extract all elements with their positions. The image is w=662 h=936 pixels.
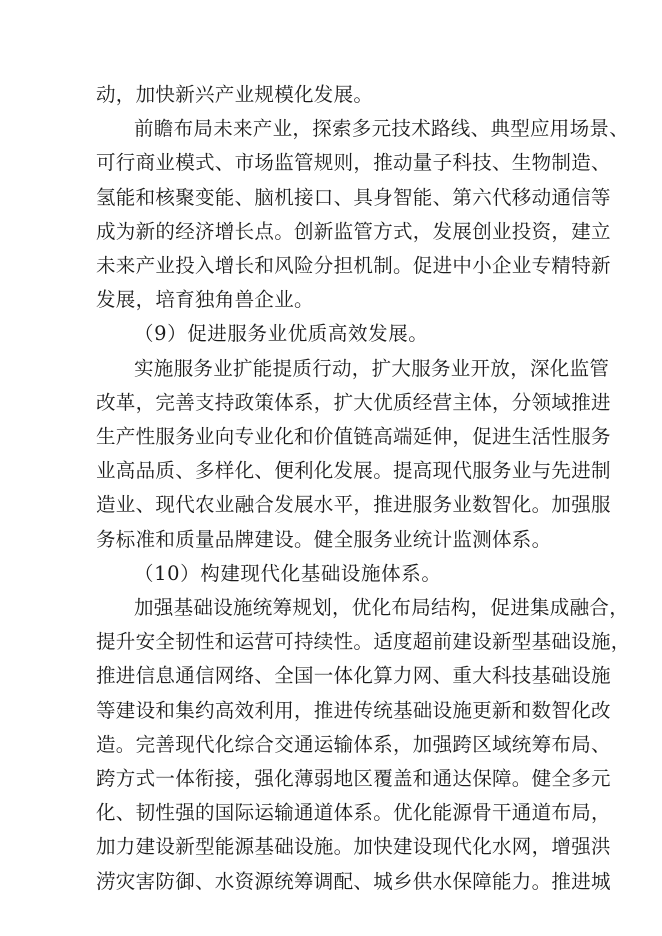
paragraph-line-8: 实施服务业扩能提质行动，扩大服务业开放，深化监管 [134, 356, 610, 380]
paragraph-line-17: 等建设和集约高效利用，推进传统基础设施更新和数智化改 [96, 698, 611, 722]
paragraph-line-extra-21: 化、韧性强的国际运输通道体系。优化能源骨干通道布局， [96, 801, 611, 825]
paragraph-line-16: 推进信息通信网络、全国一体化算力网、重大科技基础设施 [96, 664, 611, 688]
paragraph-line-extra-23: 涝灾害防御、水资源统筹调配、城乡供水保障能力。推进城 [96, 869, 611, 893]
paragraph-line-19: 跨方式一体衔接，强化薄弱地区覆盖和通达保障。健全多元 [96, 767, 611, 790]
paragraph-line-14: 加强基础设施统筹规划，优化布局结构，促进集成融合， [134, 596, 630, 619]
paragraph-line-5: 成为新的经济增长点。创新监管方式，发展创业投资，建立 [96, 219, 611, 243]
paragraph-line-13: 务标准和质量品牌建设。健全服务业统计监测体系。 [96, 527, 552, 551]
paragraph-line-extra-22: 加力建设新型能源基础设施。加快建设现代化水网，增强洪 [96, 835, 611, 859]
section-heading-9: （9）促进服务业优质高效发展。 [134, 322, 429, 346]
paragraph-line-7: 发展，培育独角兽企业。 [96, 288, 314, 312]
paragraph-line-2: 前瞻布局未来产业，探索多元技术路线、典型应用场景、 [134, 117, 630, 141]
paragraph-line-11: 业高品质、多样化、便利化发展。提高现代服务业与先进制 [96, 459, 611, 483]
paragraph-line-9: 改革，完善支持政策体系，扩大优质经营主体，分领域推进 [96, 390, 611, 414]
paragraph-line-10: 生产性服务业向专业化和价值链高端延伸，促进生活性服务 [96, 425, 611, 448]
paragraph-line-12: 造业、现代农业融合发展水平，推进服务业数智化。加强服 [96, 493, 611, 517]
section-heading-10: （10）构建现代化基础设施体系。 [134, 561, 442, 585]
paragraph-line-4: 氢能和核聚变能、脑机接口、具身智能、第六代移动通信等 [96, 185, 611, 209]
paragraph-line-1: 动，加快新兴产业规模化发展。 [96, 83, 374, 106]
paragraph-line-15: 提升安全韧性和运营可持续性。适度超前建设新型基础设施， [96, 630, 631, 654]
paragraph-line-18: 造。完善现代化综合交通运输体系，加强跨区域统筹布局、 [96, 732, 611, 756]
paragraph-line-6: 未来产业投入增长和风险分担机制。促进中小企业专精特新 [96, 254, 611, 277]
paragraph-line-3: 可行商业模式、市场监管规则，推动量子科技、生物制造、 [96, 151, 611, 175]
